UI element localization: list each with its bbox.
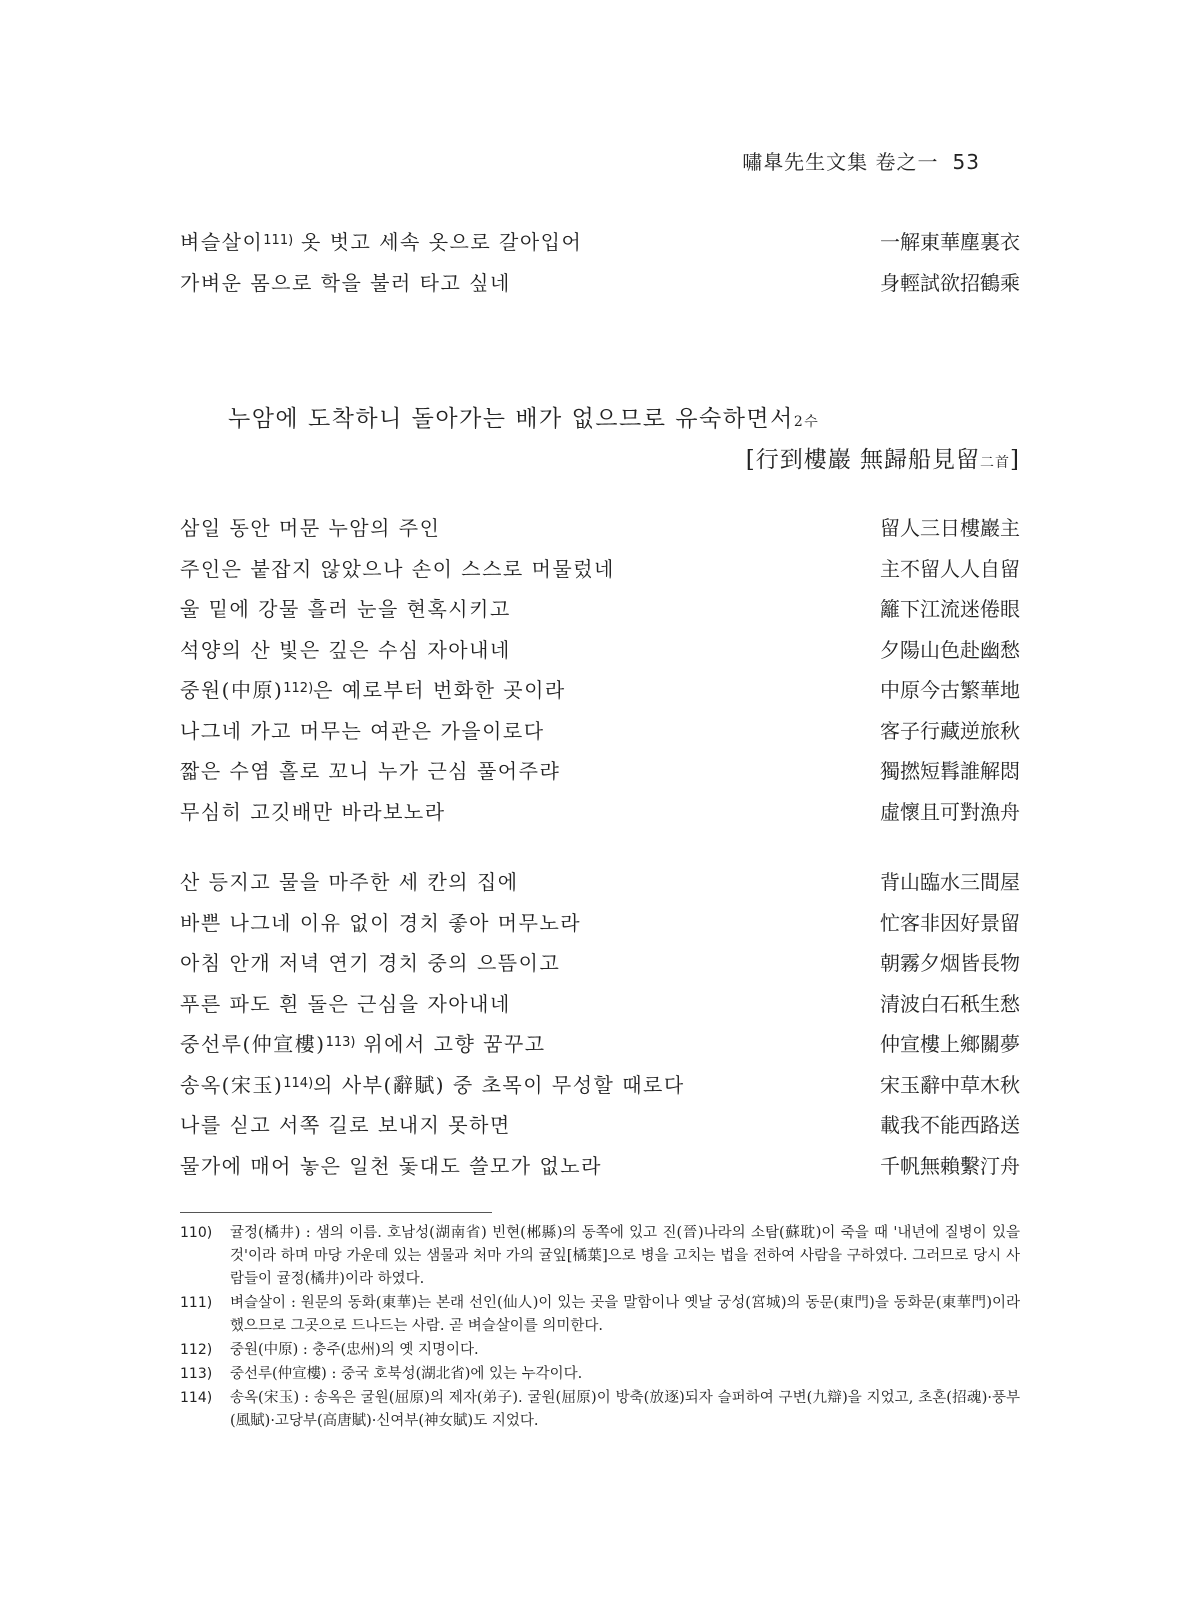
footnote-number: 113) [180,1366,213,1382]
verse-line [180,267,1020,308]
footnote-number: 114) [180,1390,213,1406]
verse-zh: 千帆無賴繫汀舟 [880,1153,1020,1178]
verse-ko: 나를 싣고 서쪽 길로 보내지 못하면 [180,1113,511,1137]
footnote-text: 송옥(宋玉) : 송옥은 굴원(屈原)의 제자(弟子). 굴원(屈原)이 방축(放逐)되자 슬퍼하여 구변(九辯)을 지었고, 초혼(招魂)·풍부(風賦)·고당부(高唐賦)·신여부(神女賦)도 지었다. [230,1390,1020,1429]
verse-zh: 籬下江流迷倦眼 [880,597,1020,621]
verse-ko: 짧은 수염 홀로 꼬니 누가 근심 풀어주랴 [180,759,561,783]
verse-ko: 석양의 산 빛은 깊은 수심 자아내네 [180,637,511,662]
verse-zh: 忙客非因好景留 [880,910,1020,935]
verse-zh: 留人三日樓巖主 [880,516,1020,540]
poem-title-chinese: [行到樓巖 無歸船見留二首] [745,447,1020,473]
verse-ko: 삼일 동안 머문 누암의 주인 [180,516,441,540]
stanza-2 [180,866,1020,1190]
verse-ko: 벼슬살이 [180,230,264,254]
verse-line [180,755,1020,796]
verse-ko: 송옥(宋玉) [180,1072,284,1097]
verse-line [180,634,1020,675]
verse-zh: 一解東華塵裏衣 [880,230,1020,254]
footnote [180,1222,1020,1291]
verse-ko: 푸른 파도 흰 돌은 근심을 자아내네 [180,991,511,1016]
verse-zh: 夕陽山色赴幽愁 [880,637,1020,662]
verse-ko-rest: 위에서 고향 꿈꾸고 [355,1032,546,1056]
verse-zh: 客子行藏逆旅秋 [880,718,1020,743]
verse-line [180,796,1020,837]
footnote-text: 중선루(仲宣樓) : 중국 호북성(湖北省)에 있는 누각이다. [230,1366,583,1382]
verse-line [180,1028,1020,1069]
verse-line [180,988,1020,1029]
footnotes [180,1222,1020,1434]
verse-zh: 仲宣樓上鄉關夢 [880,1032,1020,1056]
verse-zh: 背山臨水三間屋 [880,870,1020,894]
footnote-text: 벼슬살이 : 원문의 동화(東華)는 본래 선인(仙人)이 있는 곳을 말함이나 옛날 궁성(宮城)의 동문(東門)을 동화문(東華門)이라 했으므로 그곳으로 드나드는 사람. 곧 벼슬살이를 의미한다. [230,1295,1020,1334]
verse-ko: 바쁜 나그네 이유 없이 경치 좋아 머무노라 [180,910,582,935]
verse-line [180,866,1020,907]
verse-line [180,553,1020,594]
verse-ko-rest: 은 예로부터 번화한 곳이라 [313,678,566,702]
footnote-text: 귤정(橘井) : 샘의 이름. 호남성(湖南省) 빈현(郴縣)의 동쪽에 있고 진(晉)나라의 소탐(蘇耽)이 죽을 때 '내년에 질병이 있을 것'이라 하며 마당 가운데 있는 샘물과 처마 가의 귤잎[橘葉]으로 병을 고치는 법을 전하여 사람을 구하였다. 그러므로 당시 사람들이 귤정(橘井)이라 하였다. [230,1225,1020,1287]
verse-zh: 主不留人人自留 [880,556,1020,581]
verse-ko-rest: 의 사부(辭賦) 중 초목이 무성할 때로다 [313,1072,685,1097]
top-verse [180,226,1020,307]
verse-zh: 清波白石秖生愁 [880,991,1020,1016]
poem-count-zh: 二首 [980,455,1011,471]
verse-ko: 중선루(仲宣樓) [180,1032,326,1056]
verse-ko: 나그네 가고 머무는 여관은 가을이로다 [180,718,545,743]
verse-ko: 가벼운 몸으로 학을 불러 타고 싶네 [180,270,511,295]
footnote [180,1363,1020,1386]
footnote [180,1292,1020,1338]
verse-ko-rest: 옷 벗고 세속 옷으로 갈아입어 [293,230,583,254]
verse-line [180,907,1020,948]
footnote-text: 중원(中原) : 충주(忠州)의 옛 지명이다. [230,1342,479,1358]
stanza-1 [180,512,1020,836]
verse-ko: 산 등지고 물을 마주한 세 칸의 집에 [180,870,519,894]
verse-line [180,1150,1020,1191]
verse-ko: 중원(中原) [180,678,284,702]
poem-count: 2수 [793,414,820,430]
verse-zh: 身輕試欲招鶴乘 [880,270,1020,295]
verse-ko: 울 밑에 강물 흘러 눈을 현혹시키고 [180,597,511,621]
footnote [180,1387,1020,1433]
verse-line [180,593,1020,634]
verse-zh: 獨撚短髥誰解悶 [880,759,1020,783]
verse-ko: 주인은 붙잡지 않았으나 손이 스스로 머물렀네 [180,556,615,581]
verse-zh: 朝霧夕烟皆長物 [880,951,1020,975]
footnote-number: 110) [180,1225,213,1241]
footnote [180,1339,1020,1362]
footnote-ref[interactable]: 114) [283,1075,314,1091]
verse-ko: 무심히 고깃배만 바라보노라 [180,799,446,824]
verse-line [180,226,1020,267]
verse-zh: 中原今古繁華地 [880,678,1020,702]
page-number: 53 [952,150,980,174]
header-title: 嘯臯先生文集 卷之一 [742,150,939,174]
verse-line [180,715,1020,756]
poem-title-korean: 누암에 도착하니 돌아가는 배가 없으므로 유숙하면서2수 [228,406,820,432]
verse-line [180,674,1020,715]
running-header [742,146,980,175]
verse-line [180,947,1020,988]
footnote-ref[interactable]: 111) [263,233,294,248]
verse-zh: 宋玉辭中草木秋 [880,1072,1020,1097]
footnote-divider [180,1212,492,1213]
verse-line [180,1069,1020,1110]
verse-line [180,1109,1020,1150]
verse-zh: 虛懷且可對漁舟 [880,799,1020,824]
verse-ko: 아침 안개 저녁 연기 경치 중의 으뜸이고 [180,951,561,975]
verse-zh: 載我不能西路送 [880,1113,1020,1137]
footnote-ref[interactable]: 112) [283,681,314,696]
footnote-number: 111) [180,1295,213,1311]
footnote-number: 112) [180,1342,213,1358]
verse-line [180,512,1020,553]
footnote-ref[interactable]: 113) [325,1035,356,1050]
verse-ko: 물가에 매어 놓은 일천 돛대도 쓸모가 없노라 [180,1153,602,1178]
